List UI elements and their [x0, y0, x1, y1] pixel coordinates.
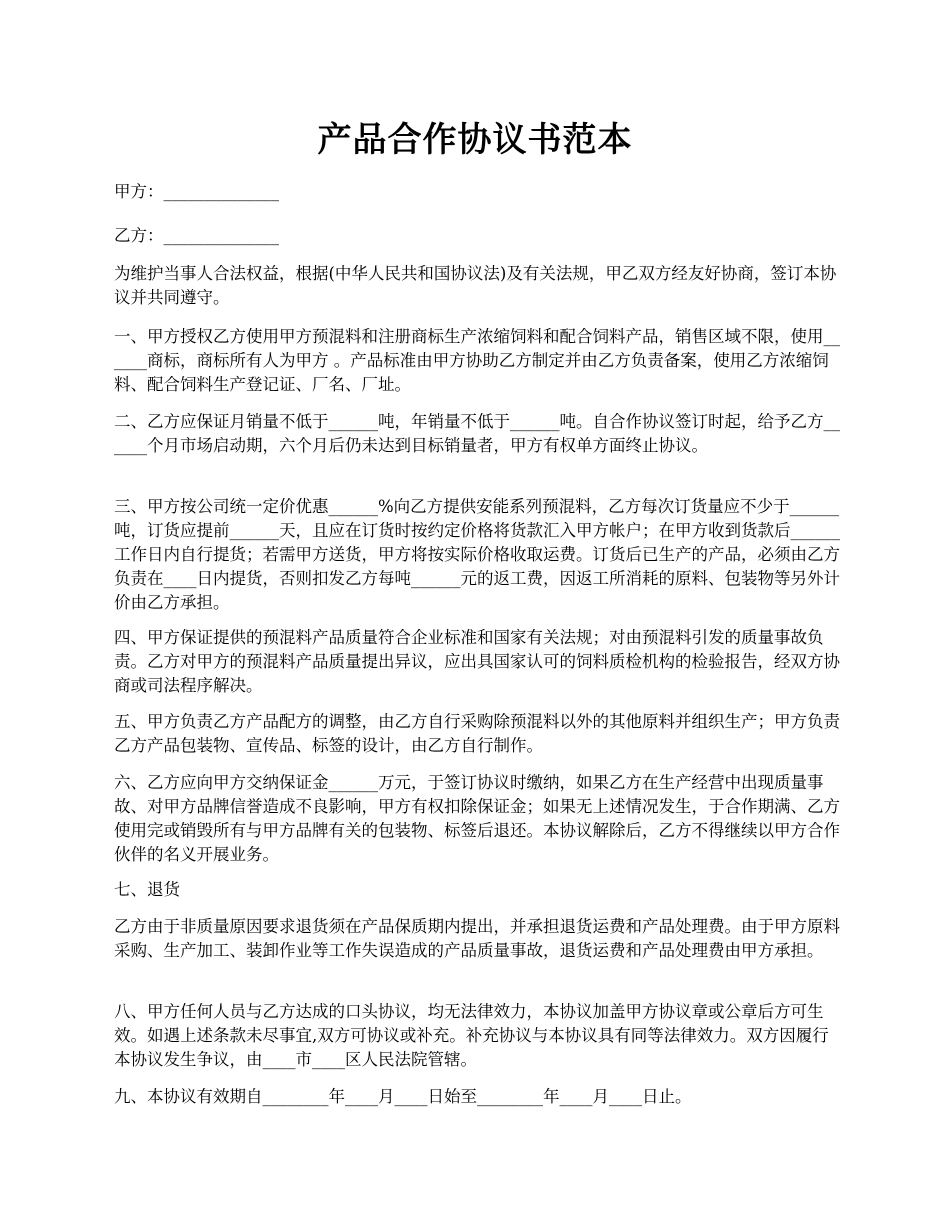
clause-4-paragraph: 四、甲方保证提供的预混料产品质量符合企业标准和国家有关法规；对由预混料引发的质量事故负责。乙方对甲方的预混料产品质量提出异议，应出具国家认可的饲料质检机构的检验报告，经双方协商或司法程序解决。	[114, 628, 840, 695]
document-title: 产品合作协议书范本	[317, 120, 633, 160]
party-b-line: 乙方：______________	[114, 226, 279, 245]
clause-2-paragraph: 二、乙方应保证月销量不低于______吨，年销量不低于______吨。自合作协议签订时起，给予乙方______个月市场启动期，六个月后仍未达到目标销量者，甲方有权单方面终止协议。	[114, 412, 840, 455]
clause-7-body: 乙方由于非质量原因要求退货须在产品保质期内提出，并承担退货运费和产品处理费。由于甲方原料采购、生产加工、装卸作业等工作失误造成的产品质量事故，退货运费和产品处理费由甲方承担。	[114, 917, 840, 960]
clause-6-paragraph: 六、乙方应向甲方交纳保证金______万元，于签订协议时缴纳，如果乙方在生产经营中出现质量事故、对甲方品牌信誉造成不良影响，甲方有权扣除保证金；如果无上述情况发生，于合作期满、乙方使用完或销毁所有与甲方品牌有关的包装物、标签后退还。本协议解除后，乙方不得继续以甲方合作伙伴的名义开展业务。	[114, 773, 840, 864]
clause-8-paragraph: 八、甲方任何人员与乙方达成的口头协议，均无法律效力，本协议加盖甲方协议章或公章后方可生效。如遇上述条款未尽事宜,双方可协议或补充。补充协议与本协议具有同等法律效力。双方因履行本协议发生争议，由____市____区人民法院管辖。	[114, 1002, 829, 1069]
clause-7-heading: 七、退货	[114, 880, 180, 899]
clause-9-paragraph: 九、本协议有效期自________年____月____日始至________年____月____日止。	[114, 1087, 692, 1106]
clause-5-paragraph: 五、甲方负责乙方产品配方的调整，由乙方自行采购除预混料以外的其他原料并组织生产；甲方负责乙方产品包装物、宣传品、标签的设计，由乙方自行制作。	[114, 712, 840, 755]
party-a-line: 甲方：______________	[114, 182, 279, 201]
preamble-paragraph: 为维护当事人合法权益，根据(中华人民共和国协议法)及有关法规，甲乙双方经友好协商，签订本协议并共同遵守。	[114, 264, 837, 307]
clause-1-paragraph: 一、甲方授权乙方使用甲方预混料和注册商标生产浓缩饲料和配合饲料产品，销售区域不限，使用______商标，商标所有人为甲方 。产品标准由甲方协助乙方制定并由乙方负责备案，使用乙方浓缩饲料、配合饲料生产登记证、厂名、厂址。	[114, 327, 840, 394]
clause-3-paragraph: 三、甲方按公司统一定价优惠______%向乙方提供安能系列预混料，乙方每次订货量应不少于______吨，订货应提前______天，且应在订货时按约定价格将货款汇入甲方帐户；在甲方收到货款后______工作日内自行提货；若需甲方送货，甲方将按实际价格收取运费。订货后已生产的产品，必须由乙方负责在____日内提货，否则扣发乙方每吨______元的返工费，因返工所消耗的原料、包装物等另外计价由乙方承担。	[114, 497, 840, 612]
